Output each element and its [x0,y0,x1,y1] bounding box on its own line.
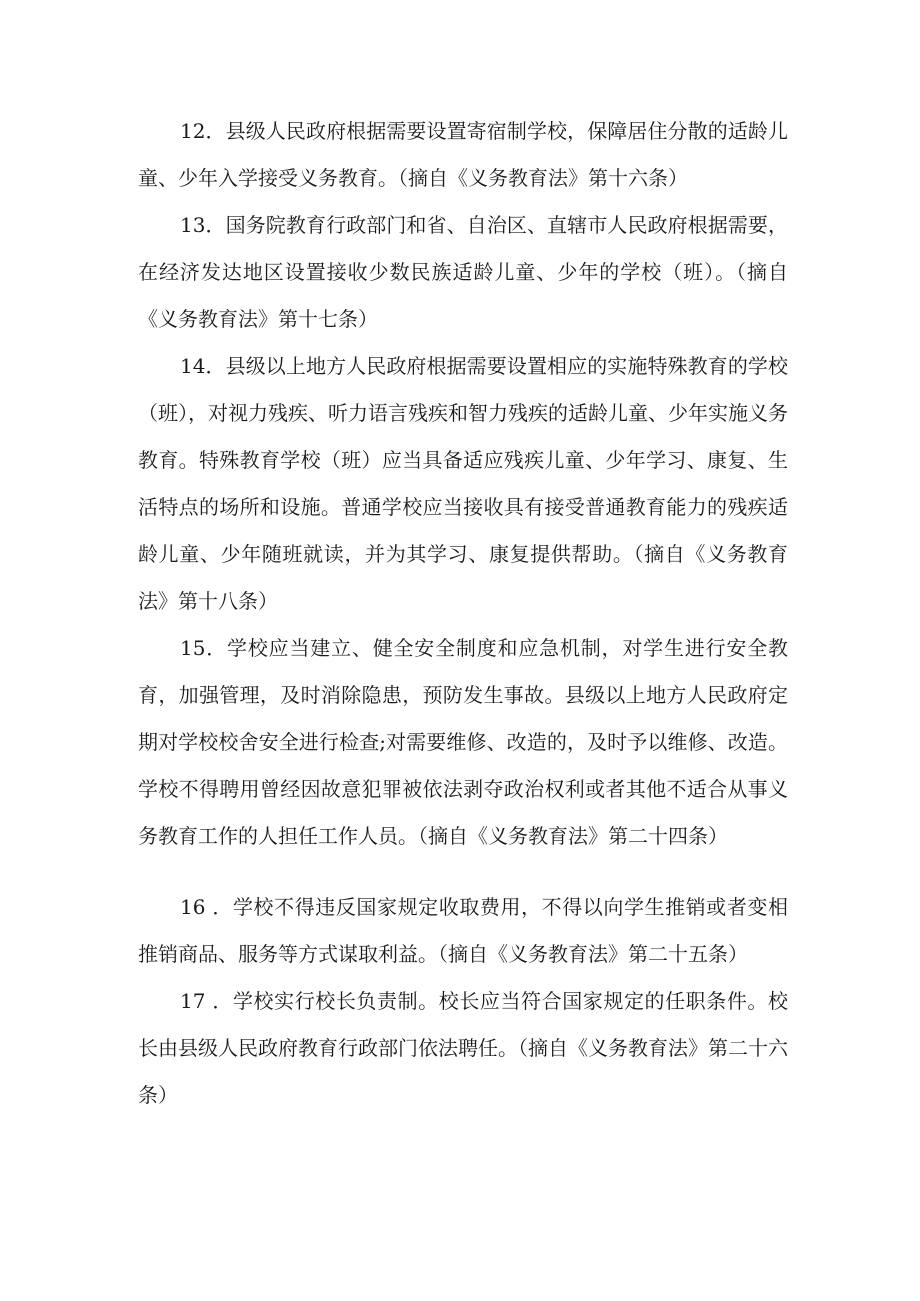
paragraph-16: 16 ．学校不得违反国家规定收取费用，不得以向学生推销或者变相推销商品、服务等方式谋取利益。（摘自《义务教育法》第二十五条） [138,895,788,966]
paragraph-14: 14．县级以上地方人民政府根据需要设置相应的实施特殊教育的学校（班），对视力残疾、听力语言残疾和智力残疾的适龄儿童、少年实施义务教育。特殊教育学校（班）应当具备适应残疾儿童、少年学习、康复、生活特点的场所和设施。普通学校应当接收具有接受普通教育能力的残疾适龄儿童、少年随班就读，并为其学习、康复提供帮助。（摘自《义务教育法》第十八条） [138,354,788,613]
paragraph-17: 17 ．学校实行校长负责制。校长应当符合国家规定的任职条件。校长由县级人民政府教育行政部门依法聘任。（摘自《义务教育法》第二十六条） [138,989,788,1107]
paragraph-13: 13．国务院教育行政部门和省、自治区、直辖市人民政府根据需要，在经济发达地区设置接收少数民族适龄儿童、少年的学校（班）。（摘自《义务教育法》第十七条） [138,213,788,331]
document-body [138,108,788,1119]
paragraph-12: 12．县级人民政府根据需要设置寄宿制学校，保障居住分散的适龄儿童、少年入学接受义务教育。（摘自《义务教育法》第十六条） [138,119,788,190]
paragraph-15: 15．学校应当建立、健全安全制度和应急机制，对学生进行安全教育，加强管理，及时消除隐患，预防发生事故。县级以上地方人民政府定期对学校校舍安全进行检查;对需要维修、改造的，及时予以维修、改造。学校不得聘用曾经因故意犯罪被依法剥夺政治权利或者其他不适合从事义务教育工作的人担任工作人员。（摘自《义务教育法》第二十四条） [138,636,788,848]
